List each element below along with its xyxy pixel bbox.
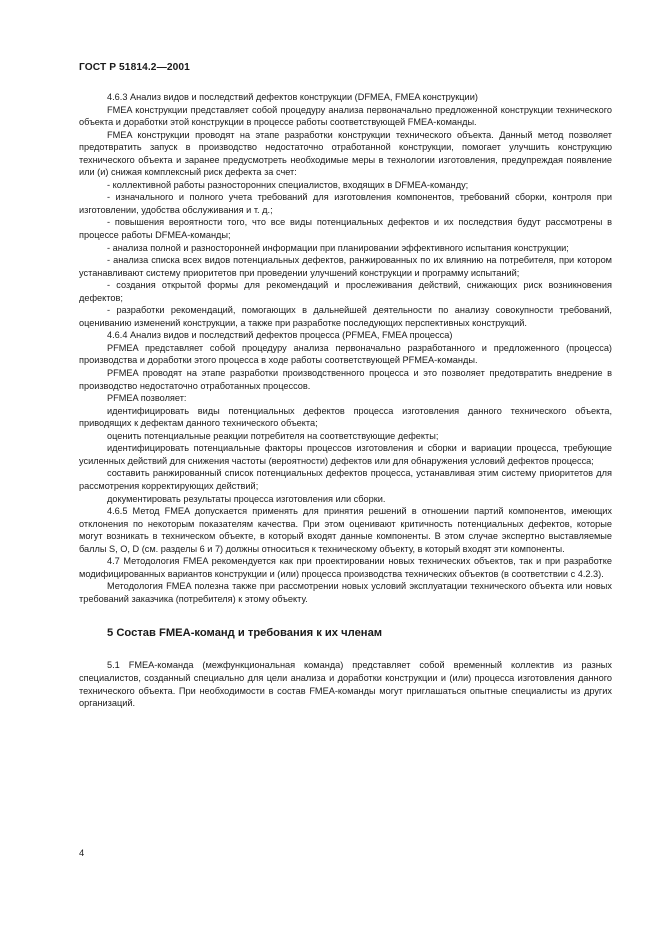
body-paragraph: PFMEA представляет собой процедуру анализа первоначально разработанного и предложенного (процесса) производства и доработки этого процесса в ходе работы соответствующей PFMEA-команды. bbox=[79, 342, 612, 366]
list-item: составить ранжированный список потенциальных дефектов процесса, устанавливая этим систему приоритетов для рассмотрения корректирующих действий; bbox=[79, 468, 612, 491]
page-number: 4 bbox=[79, 847, 85, 858]
document-header: ГОСТ Р 51814.2—2001 bbox=[79, 62, 190, 73]
list-item: документировать результаты процесса изготовления или сборки. bbox=[107, 493, 386, 504]
section-5-heading: 5 Состав FMEA-команд и требования к их членам bbox=[107, 627, 383, 640]
body-paragraph: FMEA конструкции представляет собой процедуру анализа первоначально предложенной конструкции технического объекта и доработки этой конструкции в процессе работы соответствующей FMEA-команды. bbox=[79, 104, 612, 128]
list-item: - анализа полной и разносторонней информации при планировании эффективного испытания конструкции; bbox=[107, 242, 569, 253]
clause-4-6-5: 4.6.5 Метод FMEA допускается применять для принятия решений в отношении партий компонентов, имеющих отклонения по некоторым показателям качества. При этом оценивают критичность потенциальных дефектов, которые могут возникать в техническом объекте, в который входят данные компоненты. В этом случае экспертно выставляемые баллы S, O, D (см. разделы 6 и 7) должны относиться к техническому объекту, в который входят эти компоненты. bbox=[79, 506, 612, 554]
clause-4-6-3-heading: 4.6.3 Анализ видов и последствий дефектов конструкции (DFMEA, FMEA конструкции) bbox=[107, 92, 478, 102]
list-item: идентифицировать виды потенциальных дефектов процесса изготовления данного технического объекта, приводящих к дефектам данного технического объекта; bbox=[79, 405, 612, 429]
body-paragraph: PFMEA проводят на этапе разработки производственного процесса и это позволяет предотвратить внедрение в производство недостаточно отработанных процессов. bbox=[79, 368, 612, 391]
clause-5-1: 5.1 FMEA-команда (межфункциональная команда) представляет собой временный коллектив из разных специалистов, созданный специально для цели анализа и доработки конструкции и (или) процесса изготовления данного технического объекта. При необходимости в состав FMEA-команды могут приглашаться опытные специалисты из других организаций. bbox=[79, 660, 612, 709]
body-paragraph: Методология FMEA полезна также при рассмотрении новых условий эксплуатации технического объекта или новых требований заказчика (потребителя) к этому объекту. bbox=[79, 581, 612, 604]
body-paragraph: FMEA конструкции проводят на этапе разработки конструкции технического объекта. Данный метод позволяет предотвратить запуск в производство недостаточно отработанной конструкции, помогает улучшить конструкцию технического объекта и заранее предусмотреть необходимые меры в технологии изготовления, предупреждая появление или (и) снижая комплексный риск дефекта за счет: bbox=[79, 129, 612, 178]
list-item: идентифицировать потенциальные факторы процессов изготовления и сборки и вариации процесса, требующие усиленных действий для снижения частоты (вероятности) дефектов или для обнаружения условий дефектов процесса; bbox=[79, 443, 612, 466]
list-item: - анализа списка всех видов потенциальных дефектов, ранжированных по их влиянию на потребителя, при котором устанавливают систему приоритетов при проведении улучшений конструкции и программу испытаний; bbox=[79, 255, 612, 278]
document-body bbox=[79, 91, 612, 710]
body-paragraph: PFMEA позволяет: bbox=[107, 393, 187, 404]
list-item: - изначального и полного учета требований для изготовления компонентов, требований сборки, контроля при изготовлении, удобства обслуживания и т. д.; bbox=[79, 192, 612, 215]
list-item: - разработки рекомендаций, помогающих в дальнейшей деятельности по анализу совокупности требований, оцениванию изменений конструкции, а также при разработке последующих перспективных конструкций. bbox=[79, 305, 612, 328]
list-item: - коллективной работы разносторонних специалистов, входящих в DFMEA-команду; bbox=[107, 179, 469, 190]
list-item: - повышения вероятности того, что все виды потенциальных дефектов и их последствия будут рассмотрены в процессе работы DFMEA-команды; bbox=[79, 217, 612, 241]
list-item: оценить потенциальные реакции потребителя на соответствующие дефекты; bbox=[107, 430, 439, 441]
clause-4-7: 4.7 Методология FMEA рекомендуется как при проектировании новых технических объектов, так и при разработке модифицированных вариантов конструкции и (или) процесса производства технических объектов (в соответствии с 4.2.3). bbox=[79, 556, 612, 579]
clause-4-6-4-heading: 4.6.4 Анализ видов и последствий дефектов процесса (PFMEA, FMEA процесса) bbox=[107, 330, 453, 341]
list-item: - создания открытой формы для рекомендаций и прослеживания действий, снижающих риск возникновения дефектов; bbox=[79, 280, 612, 303]
